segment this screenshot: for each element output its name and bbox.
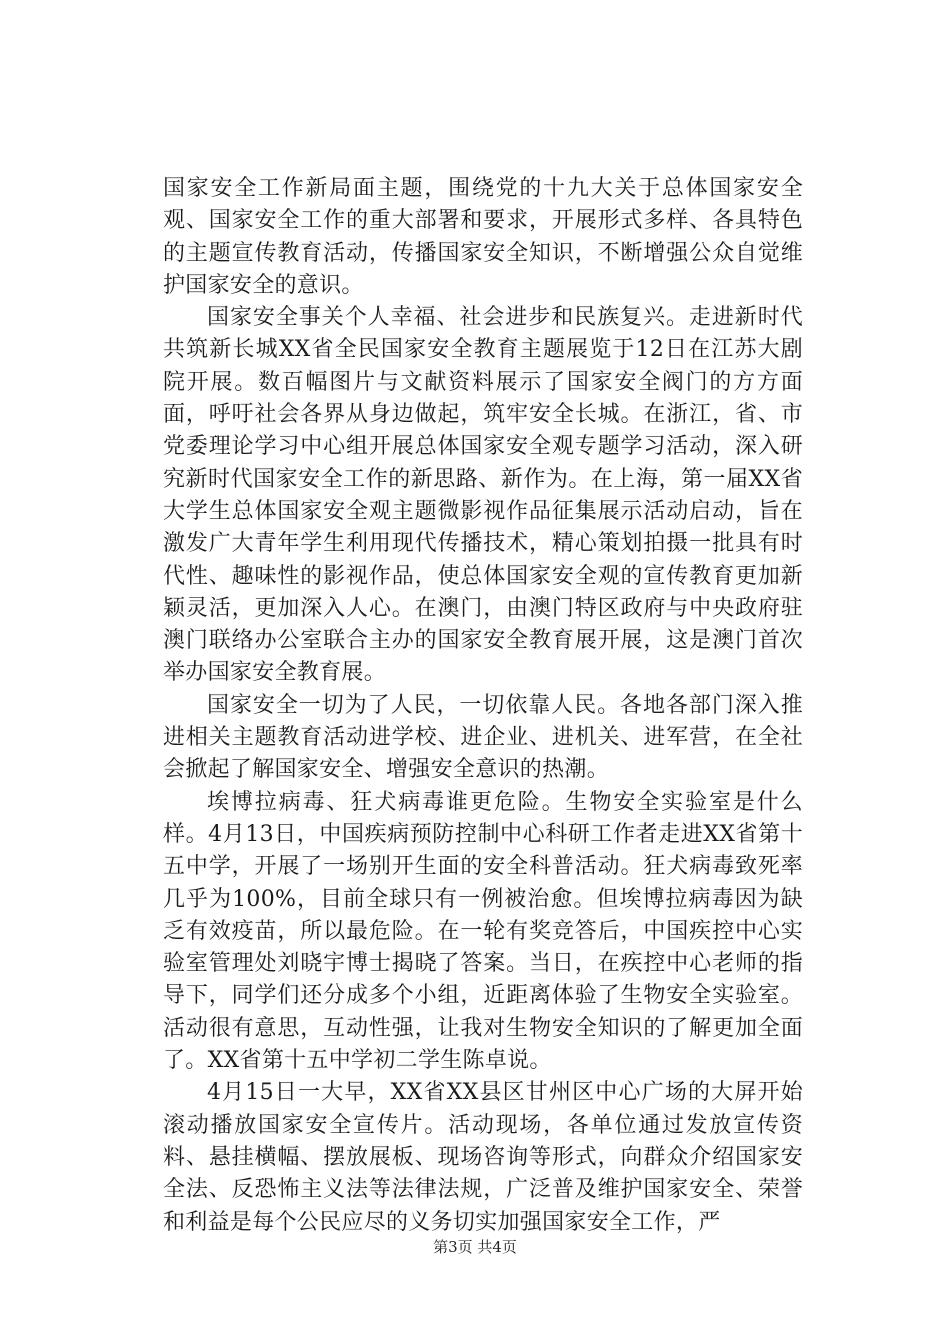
paragraph-1: 国家安全工作新局面主题，围绕党的十九大关于总体国家安全观、国家安全工作的重大部署和要求，开展形式多样、各具特色的主题宣传教育活动，传播国家安全知识，不断增强公众自觉维护国家安全的意识。 [163, 176, 803, 298]
page-footer: 第3页 共4页 [433, 1238, 517, 1256]
paragraph-5: 4月15日一大早，XX省XX县区甘州区中心广场的大屏开始滚动播放国家安全宣传片。活动现场，各单位通过发放宣传资料、悬挂横幅、摆放展板、现场咨询等形式，向群众介绍国家安全法、反恐怖主义法等法律法规，广泛普及维护国家安全、荣誉和利益是每个公民应尽的义务切实加强国家安全工作，严 [163, 1080, 803, 1235]
paragraph-4: 埃博拉病毒、狂犬病毒谁更危险。生物安全实验室是什么样。4月13日，中国疾病预防控制中心科研工作者走进XX省第十五中学，开展了一场别开生面的安全科普活动。狂犬病毒致死率几乎为100%，目前全球只有一例被治愈。但埃博拉病毒因为缺乏有效疫苗，所以最危险。在一轮有奖竞答后，中国疾控中心实验室管理处刘晓宇博士揭晓了答案。当日，在疾控中心老师的指导下，同学们还分成多个小组，近距离体验了生物安全实验室。活动很有意思，互动性强，让我对生物安全知识的了解更加全面了。XX省第十五中学初二学生陈卓说。 [163, 789, 803, 1074]
paragraph-3: 国家安全一切为了人民，一切依靠人民。各地各部门深入推进相关主题教育活动进学校、进企业、进机关、进军营，在全社会掀起了解国家安全、增强安全意识的热潮。 [163, 692, 803, 783]
paragraph-2: 国家安全事关个人幸福、社会进步和民族复兴。走进新时代共筑新长城XX省全民国家安全教育主题展览于12日在江苏大剧院开展。数百幅图片与文献资料展示了国家安全阀门的方方面面，呼吁社会各界从身边做起，筑牢安全长城。在浙江，省、市党委理论学习中心组开展总体国家安全观专题学习活动，深入研究新时代国家安全工作的新思路、新作为。在上海，第一届XX省大学生总体国家安全观主题微影视作品征集展示活动启动，旨在激发广大青年学生利用现代传播技术，精心策划拍摄一批具有时代性、趣味性的影视作品，使总体国家安全观的宣传教育更加新颖灵活，更加深入人心。在澳门，由澳门特区政府与中央政府驻澳门联络办公室联合主办的国家安全教育展开展，这是澳门首次举办国家安全教育展。 [163, 305, 803, 686]
document-body [163, 173, 803, 1239]
